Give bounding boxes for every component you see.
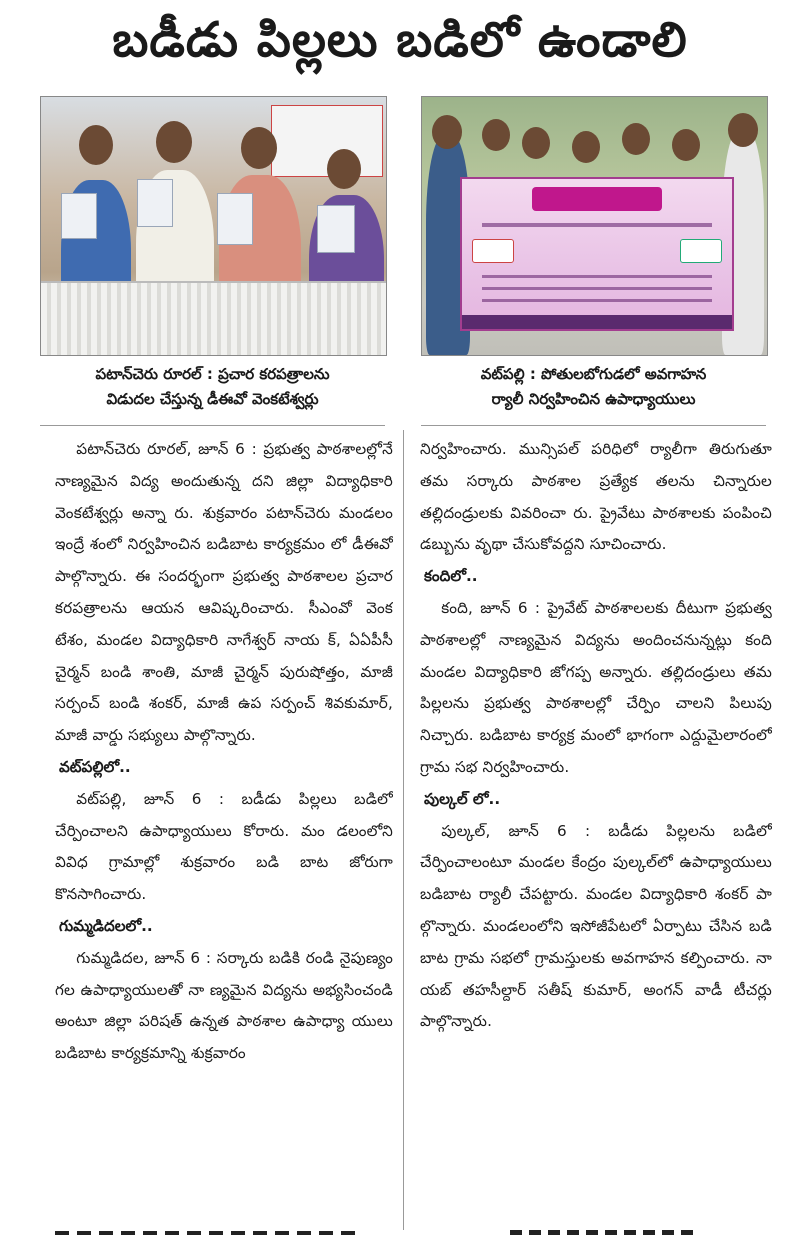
person-head <box>156 121 192 163</box>
table-cloth <box>41 281 386 355</box>
banner-text-line <box>482 299 712 302</box>
caption-line: వట్‌పల్లి : పోతులబోగుడలో అవగాహన <box>480 365 707 383</box>
pamphlet <box>317 205 355 253</box>
photo-pamphlet-release <box>40 96 387 356</box>
cut-off-heading-fragment <box>510 1230 700 1235</box>
caption-line: విడుదల చేస్తున్న డీఈవో వెంకటేశ్వర్లు <box>106 390 319 408</box>
person-head <box>482 119 510 151</box>
article-paragraph: వట్‌పల్లి, జూన్ 6 : బడీడు పిల్లలు బడిలో చేర్పించాలని ఉపాధ్యాయులు కోరారు. మం డలంలోని వివిధ గ్రామాల్లో శుక్రవారం బడి బాట జోరుగా కొనసాగించారు. <box>55 789 393 904</box>
banner-badge-right <box>680 239 722 263</box>
photo-caption-left <box>40 362 385 412</box>
section-subheading: కందిలో.. <box>424 567 478 586</box>
person-head <box>728 113 758 147</box>
photo-caption-right <box>421 362 766 412</box>
rally-banner <box>460 177 734 331</box>
person-head <box>522 127 550 159</box>
article-paragraph: పటాన్‌చెరు రూరల్, జూన్ 6 : ప్రభుత్వ పాఠశాలల్లోనే నాణ్యమైన విద్య అందుతున్న దని జిల్లా విద్యాధికారి వెంకటేశ్వర్లు అన్నా రు. శుక్రవారం పటాన్‌చెరు మండలం ఇంద్రే శంలో నిర్వహించిన బడిబాట కార్యక్రమం లో డీఈవో పాల్గొన్నారు. ఈ సందర్భంగా ప్రభుత్వ పాఠశాలల ప్రచార కరపత్రాలను ఆయన ఆవిష్కరించారు. సీఎంవో వెంక టేశం, మండల విద్యాధికారి నాగేశ్వర్ నాయ క్, ఏఏపీసీ చైర్మన్ బండి శాంతి, మాజీ చైర్మన్ పురుషోత్తం, మాజీ సర్పంచ్ బండి శంకర్, మాజీ ఉప సర్పంచ్ శివకుమార్, మాజీ వార్డు సభ్యులు పాల్గొన్నారు. <box>55 440 393 745</box>
photo-awareness-rally <box>421 96 768 356</box>
caption-line: పటాన్‌చెరు రూరల్ : ప్రచార కరపత్రాలను <box>95 365 330 383</box>
person-head <box>327 149 361 189</box>
caption-left-text <box>40 362 385 412</box>
article-paragraph: కంది, జూన్ 6 : ప్రైవేట్ పాఠశాలలకు దీటుగా ప్రభుత్వ పాఠశాలల్లో నాణ్యమైన విద్యను అందించనున్నట్లు కంది మండల విద్యాధికారి జోగప్ప అన్నారు. తల్లిదండ్రులు తమ పిల్లలను ప్రభుత్వ పాఠశాలల్లో చేర్పిం చాలని పిలుపు నిచ్చారు. బడిబాట కార్యక్ర మంలో భాగంగా ఎద్దుమైలారంలో గ్రామ సభ నిర్వహించారు. <box>420 598 772 776</box>
column-divider <box>403 430 404 1230</box>
caption-line: ర్యాలీ నిర్వహించిన ఉపాధ్యాయులు <box>491 390 696 408</box>
pamphlet <box>217 193 253 245</box>
cut-off-text-fragment <box>55 1231 355 1235</box>
person-head <box>672 129 700 161</box>
section-subheading: వట్‌పల్లిలో.. <box>59 757 131 776</box>
pamphlet <box>61 193 97 239</box>
section-subheading: పుల్కల్ లో.. <box>424 789 501 808</box>
banner-text-line <box>482 275 712 278</box>
person-head <box>79 125 113 165</box>
headline: బడీడు పిల్లలు బడిలో ఉండాలి <box>112 12 688 68</box>
person-head <box>572 131 600 163</box>
person-head <box>432 115 462 149</box>
divider <box>421 425 766 426</box>
banner-text-line <box>482 223 712 227</box>
person-head <box>241 127 277 169</box>
banner-footer <box>462 315 732 329</box>
article-column-left <box>55 434 393 1234</box>
divider <box>40 425 385 426</box>
article-paragraph: నిర్వహించారు. మున్సిపల్ పరిధిలో ర్యాలీగా తిరుగుతూ తమ సర్కారు పాఠశాల ప్రత్యేక తలను చిన్నారుల తల్లిదండ్రులకు వివరించా రు. ప్రైవేటు పాఠశాలకు పంపించి డబ్బును వృథా చేసుకోవద్దని సూచించారు. <box>420 440 772 554</box>
caption-right-text <box>421 362 766 412</box>
article-paragraph: పుల్కల్, జూన్ 6 : బడీడు పిల్లలను బడిలో చేర్పించాలంటూ మండల కేంద్రం పుల్కల్‌లో ఉపాధ్యాయులు బడిబాట ర్యాలీ చేపట్టారు. మండల విద్యాధికారి శంకర్ పా ల్గొన్నారు. మండలంలోని ఇసోజీపేటలో ఏర్పాటు చేసిన బడి బాట గ్రామ సభలో గ్రామస్తులకు అవగాహన కల్పించారు. నా యబ్ తహసీల్దార్ సతీష్ కుమార్, అంగన్ వాడీ టీచర్లు పాల్గొన్నారు. <box>420 821 772 1031</box>
article-paragraph: గుమ్మడిదల, జూన్ 6 : సర్కారు బడికి రండి నైపుణ్యం గల ఉపాధ్యాయులతో నా ణ్యమైన విద్యను అభ్యసించండి అంటూ జిల్లా పరిషత్ ఉన్నత పాఠశాల ఉపాధ్యా యులు బడిబాట కార్యక్రమాన్ని శుక్రవారం <box>55 948 393 1063</box>
banner-badge-left <box>472 239 514 263</box>
section-subheading: గుమ్మడిదలలో.. <box>59 916 153 935</box>
person-head <box>622 123 650 155</box>
banner-title-block <box>532 187 662 211</box>
article-column-right <box>420 434 772 1234</box>
banner-text-line <box>482 287 712 290</box>
pamphlet <box>137 179 173 227</box>
